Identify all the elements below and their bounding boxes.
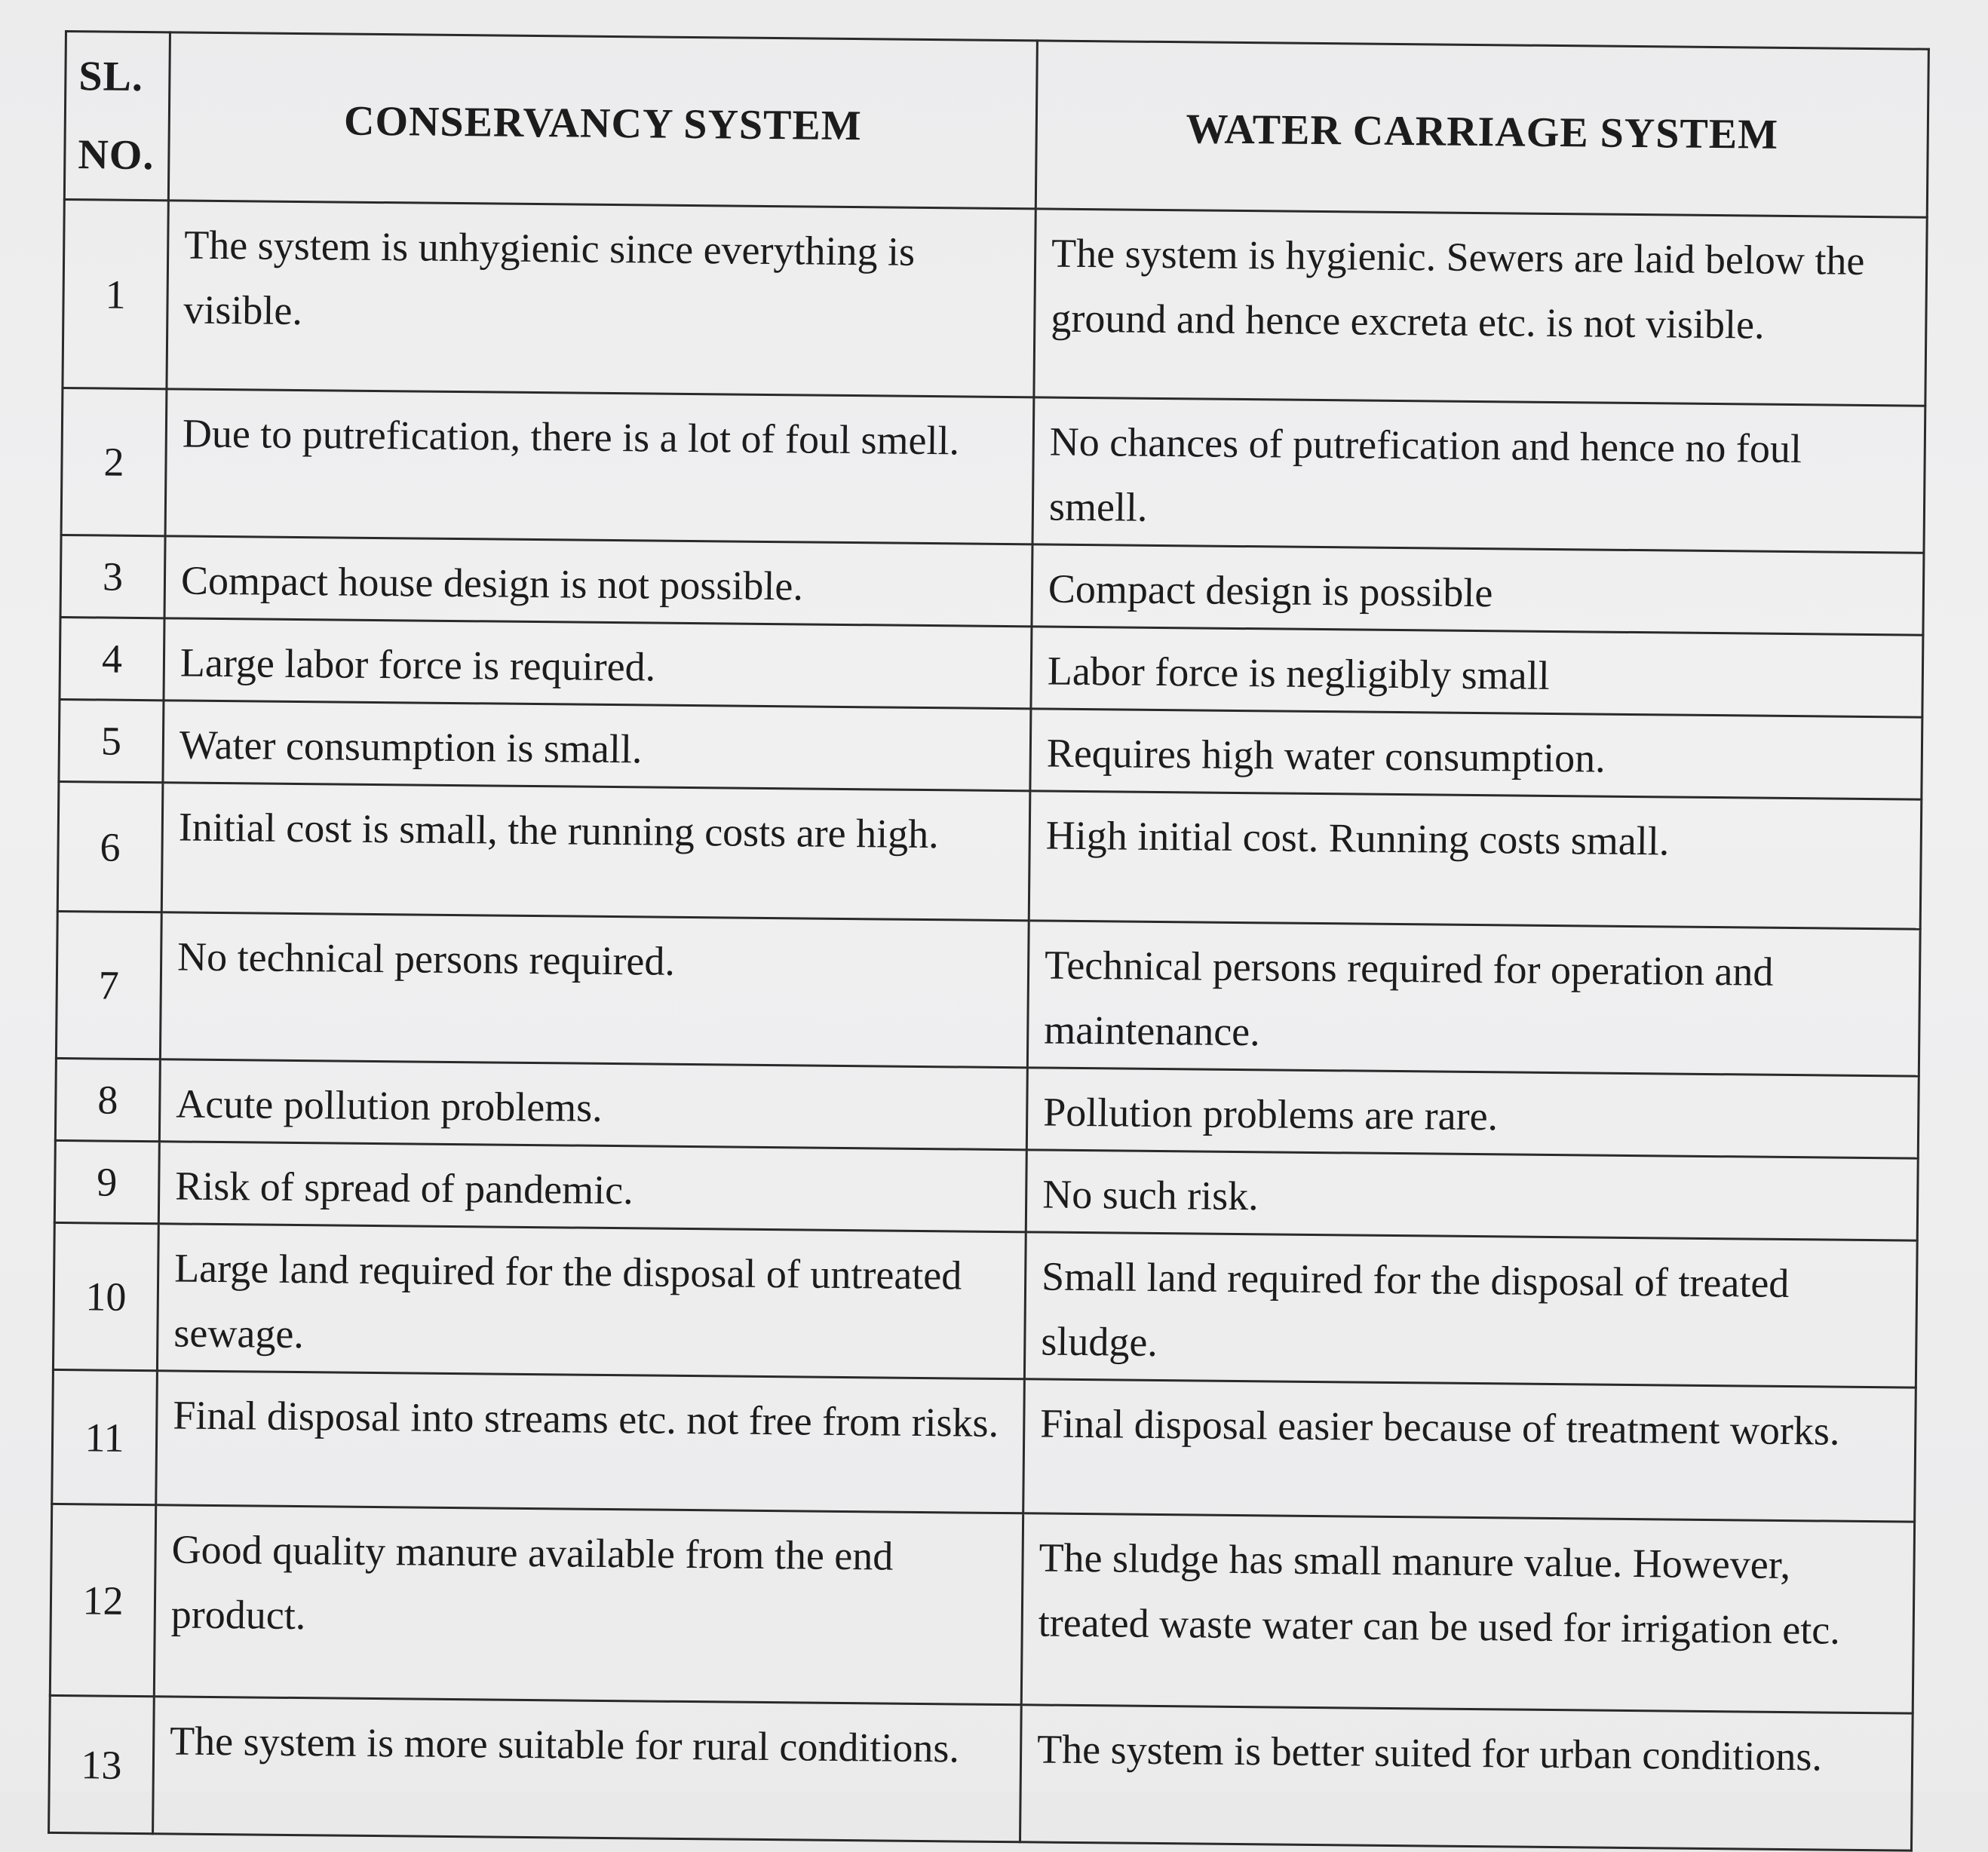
table-row [63, 200, 1927, 406]
conservancy-cell: Compact house design is not possible. [164, 536, 1032, 627]
water-carriage-cell: No chances of putrefication and hence no foul smell. [1032, 397, 1925, 553]
conservancy-cell: Water consumption is small. [163, 701, 1031, 791]
water-carriage-cell: Labor force is negligibly small [1031, 627, 1923, 717]
row-number: 11 [52, 1369, 158, 1504]
water-carriage-cell: Compact design is possible [1032, 544, 1924, 635]
water-carriage-cell: The sludge has small manure value. However, treated waste water can be used for irrigation etc. [1021, 1513, 1914, 1713]
row-number: 2 [61, 388, 167, 535]
header-sl-line2: NO. [78, 131, 155, 179]
conservancy-cell: Good quality manure available from the end product. [154, 1505, 1023, 1705]
conservancy-cell: Risk of spread of pandemic. [158, 1142, 1026, 1232]
row-number: 4 [60, 617, 164, 700]
row-number: 1 [63, 200, 168, 389]
table-row [56, 911, 1920, 1076]
row-number: 3 [60, 535, 165, 618]
water-carriage-cell: The system is hygienic. Sewers are laid below the ground and hence excreta etc. is not visible. [1034, 209, 1927, 406]
table-row [53, 1222, 1917, 1387]
header-conservancy: CONSERVANCY SYSTEM [168, 32, 1037, 209]
table-row [50, 1504, 1914, 1713]
conservancy-cell: Large labor force is required. [164, 618, 1032, 709]
header-sl-line1: SL. [78, 53, 144, 100]
conservancy-cell: Initial cost is small, the running costs are high. [161, 783, 1030, 921]
water-carriage-cell: Small land required for the disposal of treated sludge. [1024, 1232, 1917, 1387]
water-carriage-cell: The system is better suited for urban conditions. [1020, 1705, 1913, 1850]
conservancy-cell: The system is more suitable for rural conditions. [153, 1697, 1022, 1842]
table-row [49, 1695, 1913, 1850]
conservancy-cell: Due to putrefication, there is a lot of foul smell. [165, 389, 1034, 544]
water-carriage-cell: Pollution problems are rare. [1026, 1068, 1919, 1158]
table-row [57, 781, 1922, 929]
conservancy-cell: Large land required for the disposal of untreated sewage. [157, 1224, 1026, 1379]
comparison-table [48, 30, 1930, 1852]
row-number: 13 [49, 1695, 155, 1833]
water-carriage-cell: High initial cost. Running costs small. [1029, 791, 1922, 929]
water-carriage-cell: No such risk. [1026, 1150, 1918, 1240]
row-number: 12 [50, 1504, 155, 1696]
conservancy-cell: Acute pollution problems. [159, 1059, 1027, 1150]
water-carriage-cell: Requires high water consumption. [1030, 709, 1922, 799]
header-row [64, 32, 1928, 218]
conservancy-cell: Final disposal into streams etc. not free from risks. [156, 1371, 1025, 1513]
row-number: 7 [56, 911, 161, 1059]
table-row [52, 1369, 1916, 1522]
conservancy-cell: The system is unhygienic since everything is visible. [167, 201, 1035, 397]
header-sl-no [64, 32, 170, 201]
table-row [61, 388, 1925, 553]
row-number: 9 [54, 1140, 159, 1223]
row-number: 6 [57, 781, 163, 912]
row-number: 8 [55, 1058, 160, 1141]
header-water-carriage: WATER CARRIAGE SYSTEM [1035, 41, 1928, 217]
water-carriage-cell: Final disposal easier because of treatment works. [1023, 1379, 1916, 1522]
row-number: 10 [53, 1222, 158, 1370]
conservancy-cell: No technical persons required. [160, 912, 1029, 1068]
water-carriage-cell: Technical persons required for operation and maintenance. [1027, 921, 1920, 1076]
row-number: 5 [59, 699, 164, 782]
